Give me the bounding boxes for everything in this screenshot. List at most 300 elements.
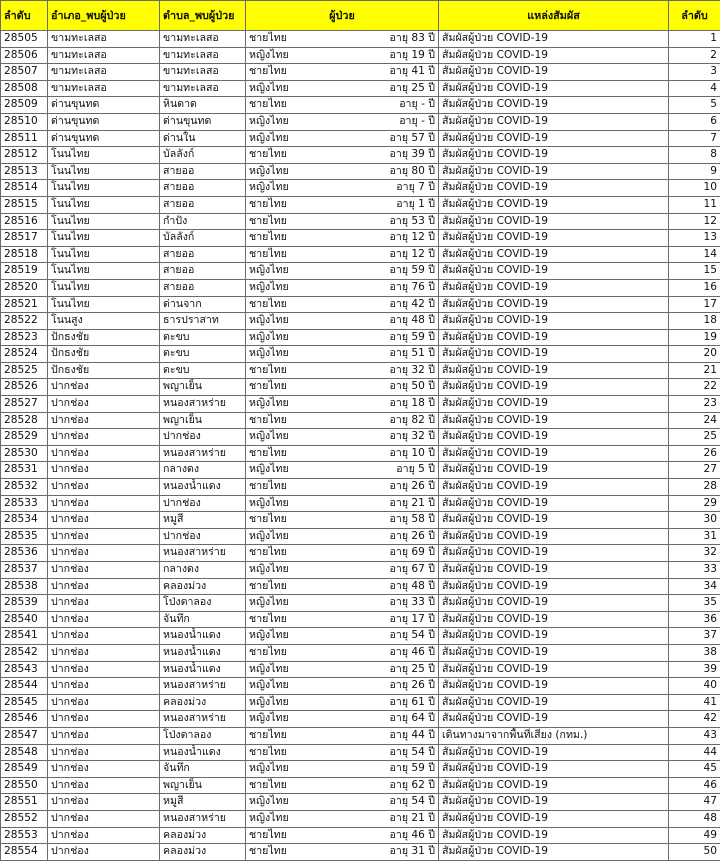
patient-sex: ชายไทย xyxy=(249,513,287,526)
cell-source: สัมผัสผู้ป่วย COVID-19 xyxy=(439,678,669,695)
patient-age: อายุ 61 ปี xyxy=(389,695,435,708)
cell-patient xyxy=(246,661,439,678)
patient-sex: หญิงไทย xyxy=(249,314,289,327)
cell-district: ด่านขุนทด xyxy=(48,113,160,130)
cell-patient xyxy=(246,180,439,197)
cell-subdistrict: หนองสาหร่าย xyxy=(160,445,246,462)
cell-district: ปากช่อง xyxy=(48,495,160,512)
cell-id: 28547 xyxy=(1,727,48,744)
patient-age: อายุ 1 ปี xyxy=(396,197,435,210)
cell-district: ปากช่อง xyxy=(48,844,160,861)
patient-age: อายุ 7 ปี xyxy=(396,181,435,194)
table-row xyxy=(1,80,720,97)
patient-age: อายุ 32 ปี xyxy=(389,363,435,376)
table-row xyxy=(1,694,720,711)
cell-subdistrict: ตะขบ xyxy=(160,362,246,379)
cell-district: ปากช่อง xyxy=(48,810,160,827)
patient-sex: หญิงไทย xyxy=(249,430,289,443)
cell-no: 24 xyxy=(669,412,720,429)
cell-no: 42 xyxy=(669,711,720,728)
table-row xyxy=(1,412,720,429)
cell-district: ปากช่อง xyxy=(48,644,160,661)
cell-id: 28543 xyxy=(1,661,48,678)
cell-patient xyxy=(246,196,439,213)
cell-source: สัมผัสผู้ป่วย COVID-19 xyxy=(439,64,669,81)
patient-sex: หญิงไทย xyxy=(249,181,289,194)
cell-source: สัมผัสผู้ป่วย COVID-19 xyxy=(439,230,669,247)
table-row xyxy=(1,628,720,645)
patient-sex: ชายไทย xyxy=(249,828,287,841)
cell-no: 31 xyxy=(669,528,720,545)
table-row xyxy=(1,495,720,512)
cell-source: สัมผัสผู้ป่วย COVID-19 xyxy=(439,147,669,164)
cell-district: ด่านขุนทด xyxy=(48,130,160,147)
patient-age: อายุ 41 ปี xyxy=(389,65,435,78)
cell-source: สัมผัสผู้ป่วย COVID-19 xyxy=(439,130,669,147)
cell-patient xyxy=(246,512,439,529)
table-row xyxy=(1,844,720,861)
cell-district: ปากช่อง xyxy=(48,727,160,744)
cell-no: 12 xyxy=(669,213,720,230)
cell-patient xyxy=(246,296,439,313)
table-row xyxy=(1,130,720,147)
cell-source: สัมผัสผู้ป่วย COVID-19 xyxy=(439,512,669,529)
cell-id: 28506 xyxy=(1,47,48,64)
cell-no: 30 xyxy=(669,512,720,529)
cell-source: สัมผัสผู้ป่วย COVID-19 xyxy=(439,396,669,413)
cell-patient xyxy=(246,628,439,645)
cell-patient xyxy=(246,844,439,861)
patient-age: อายุ 46 ปี xyxy=(389,645,435,658)
cell-district: ปากช่อง xyxy=(48,761,160,778)
patient-sex: ชายไทย xyxy=(249,380,287,393)
cell-no: 33 xyxy=(669,562,720,579)
table-row xyxy=(1,313,720,330)
patient-sex: หญิงไทย xyxy=(249,762,289,775)
table-row xyxy=(1,147,720,164)
cell-no: 19 xyxy=(669,329,720,346)
cell-id: 28554 xyxy=(1,844,48,861)
cell-source: สัมผัสผู้ป่วย COVID-19 xyxy=(439,113,669,130)
cell-source: สัมผัสผู้ป่วย COVID-19 xyxy=(439,180,669,197)
cell-source: สัมผัสผู้ป่วย COVID-19 xyxy=(439,379,669,396)
cell-district: ปากช่อง xyxy=(48,396,160,413)
cell-district: โนนสูง xyxy=(48,313,160,330)
cell-district: ปักธงชัย xyxy=(48,346,160,363)
patient-sex: ชายไทย xyxy=(249,612,287,625)
cell-patient xyxy=(246,578,439,595)
cell-no: 34 xyxy=(669,578,720,595)
cell-patient xyxy=(246,379,439,396)
patient-sex: ชายไทย xyxy=(249,231,287,244)
cell-id: 28510 xyxy=(1,113,48,130)
cell-no: 17 xyxy=(669,296,720,313)
cell-district: ปากช่อง xyxy=(48,628,160,645)
cell-patient xyxy=(246,263,439,280)
cell-patient xyxy=(246,246,439,263)
cell-id: 28507 xyxy=(1,64,48,81)
cell-id: 28520 xyxy=(1,279,48,296)
patient-age: อายุ 51 ปี xyxy=(389,347,435,360)
cell-subdistrict: หนองน้ำแดง xyxy=(160,744,246,761)
table-row xyxy=(1,611,720,628)
cell-subdistrict: หนองสาหร่าย xyxy=(160,810,246,827)
cell-patient xyxy=(246,130,439,147)
cell-id: 28514 xyxy=(1,180,48,197)
cell-district: ขามทะเลสอ xyxy=(48,64,160,81)
table-body xyxy=(1,31,720,861)
patient-age: อายุ 48 ปี xyxy=(389,314,435,327)
cell-source: สัมผัสผู้ป่วย COVID-19 xyxy=(439,844,669,861)
patient-age: อายุ 26 ปี xyxy=(389,529,435,542)
cell-district: ปากช่อง xyxy=(48,794,160,811)
cell-source: สัมผัสผู้ป่วย COVID-19 xyxy=(439,362,669,379)
cell-source: สัมผัสผู้ป่วย COVID-19 xyxy=(439,329,669,346)
cell-patient xyxy=(246,545,439,562)
patient-age: อายุ 17 ปี xyxy=(389,612,435,625)
patient-age: อายุ 39 ปี xyxy=(389,148,435,161)
patient-age: อายุ 21 ปี xyxy=(389,496,435,509)
cell-patient xyxy=(246,412,439,429)
patient-sex: หญิงไทย xyxy=(249,662,289,675)
cell-id: 28525 xyxy=(1,362,48,379)
table-row xyxy=(1,279,720,296)
cell-id: 28549 xyxy=(1,761,48,778)
cell-no: 37 xyxy=(669,628,720,645)
cell-id: 28512 xyxy=(1,147,48,164)
header-id: ลำดับ xyxy=(1,1,48,31)
cell-source: สัมผัสผู้ป่วย COVID-19 xyxy=(439,545,669,562)
patient-sex: หญิงไทย xyxy=(249,397,289,410)
cell-no: 18 xyxy=(669,313,720,330)
cell-district: ปากช่อง xyxy=(48,578,160,595)
cell-subdistrict: หนองน้ำแดง xyxy=(160,661,246,678)
cell-district: โนนไทย xyxy=(48,246,160,263)
cell-district: โนนไทย xyxy=(48,263,160,280)
cell-patient xyxy=(246,562,439,579)
cell-no: 11 xyxy=(669,196,720,213)
cell-id: 28530 xyxy=(1,445,48,462)
cell-no: 13 xyxy=(669,230,720,247)
table-row xyxy=(1,379,720,396)
patient-sex: หญิงไทย xyxy=(249,164,289,177)
cell-source: สัมผัสผู้ป่วย COVID-19 xyxy=(439,578,669,595)
cell-district: ขามทะเลสอ xyxy=(48,47,160,64)
cell-district: ปากช่อง xyxy=(48,512,160,529)
patient-sex: ชายไทย xyxy=(249,845,287,858)
cell-source: สัมผัสผู้ป่วย COVID-19 xyxy=(439,644,669,661)
table-row xyxy=(1,810,720,827)
patient-sex: ชายไทย xyxy=(249,247,287,260)
patient-age: อายุ 53 ปี xyxy=(389,214,435,227)
cell-subdistrict: หนองสาหร่าย xyxy=(160,396,246,413)
patient-sex: ชายไทย xyxy=(249,579,287,592)
patient-sex: ชายไทย xyxy=(249,65,287,78)
cell-id: 28546 xyxy=(1,711,48,728)
cell-id: 28551 xyxy=(1,794,48,811)
patient-age: อายุ 12 ปี xyxy=(389,247,435,260)
patient-sex: หญิงไทย xyxy=(249,795,289,808)
cell-source: สัมผัสผู้ป่วย COVID-19 xyxy=(439,462,669,479)
cell-subdistrict: บัลลังก์ xyxy=(160,230,246,247)
cell-no: 6 xyxy=(669,113,720,130)
cell-patient xyxy=(246,810,439,827)
cell-subdistrict: หนองสาหร่าย xyxy=(160,678,246,695)
cell-subdistrict: บัลลังก์ xyxy=(160,147,246,164)
table-row xyxy=(1,64,720,81)
patient-age: อายุ 25 ปี xyxy=(389,81,435,94)
cell-id: 28531 xyxy=(1,462,48,479)
table-row xyxy=(1,744,720,761)
cell-id: 28526 xyxy=(1,379,48,396)
cell-no: 1 xyxy=(669,31,720,48)
cell-subdistrict: หินดาด xyxy=(160,97,246,114)
cell-source: สัมผัสผู้ป่วย COVID-19 xyxy=(439,313,669,330)
cell-no: 22 xyxy=(669,379,720,396)
patient-sex: ชายไทย xyxy=(249,32,287,44)
cell-id: 28533 xyxy=(1,495,48,512)
patient-age: อายุ 59 ปี xyxy=(389,330,435,343)
patient-age: อายุ 33 ปี xyxy=(389,596,435,609)
patient-sex: ชายไทย xyxy=(249,645,287,658)
cell-no: 26 xyxy=(669,445,720,462)
patient-age: อายุ 31 ปี xyxy=(389,845,435,858)
table-row xyxy=(1,727,720,744)
table-row xyxy=(1,528,720,545)
cell-patient xyxy=(246,595,439,612)
table-row xyxy=(1,462,720,479)
table-row xyxy=(1,180,720,197)
cell-no: 21 xyxy=(669,362,720,379)
table-row xyxy=(1,661,720,678)
cell-no: 20 xyxy=(669,346,720,363)
cell-district: ด่านขุนทด xyxy=(48,97,160,114)
cell-patient xyxy=(246,727,439,744)
patient-age: อายุ 67 ปี xyxy=(389,563,435,575)
cell-subdistrict: คลองม่วง xyxy=(160,827,246,844)
cell-id: 28511 xyxy=(1,130,48,147)
cell-district: โนนไทย xyxy=(48,296,160,313)
table-row xyxy=(1,346,720,363)
cell-source: สัมผัสผู้ป่วย COVID-19 xyxy=(439,80,669,97)
cell-subdistrict: พญาเย็น xyxy=(160,777,246,794)
patient-sex: หญิงไทย xyxy=(249,496,289,509)
cell-no: 25 xyxy=(669,429,720,446)
cell-source: สัมผัสผู้ป่วย COVID-19 xyxy=(439,263,669,280)
patient-age: อายุ 26 ปี xyxy=(389,679,435,692)
table-row xyxy=(1,97,720,114)
cell-patient xyxy=(246,279,439,296)
cell-id: 28537 xyxy=(1,562,48,579)
cell-district: โนนไทย xyxy=(48,180,160,197)
cell-no: 10 xyxy=(669,180,720,197)
cell-patient xyxy=(246,794,439,811)
header-source: แหล่งสัมผัส xyxy=(439,1,669,31)
cell-source: สัมผัสผู้ป่วย COVID-19 xyxy=(439,246,669,263)
patient-sex: ชายไทย xyxy=(249,745,287,758)
cell-subdistrict: สายออ xyxy=(160,246,246,263)
table-row xyxy=(1,445,720,462)
patient-age: อายุ 57 ปี xyxy=(389,131,435,144)
cell-district: ปากช่อง xyxy=(48,711,160,728)
patient-sex: หญิงไทย xyxy=(249,264,289,277)
cell-patient xyxy=(246,329,439,346)
cell-district: ปากช่อง xyxy=(48,528,160,545)
cell-subdistrict: กำปัง xyxy=(160,213,246,230)
patient-age: อายุ 26 ปี xyxy=(389,480,435,493)
table-row xyxy=(1,512,720,529)
cell-district: ปากช่อง xyxy=(48,744,160,761)
cell-id: 28541 xyxy=(1,628,48,645)
cell-subdistrict: ตะขบ xyxy=(160,346,246,363)
cell-district: ปากช่อง xyxy=(48,445,160,462)
cell-id: 28528 xyxy=(1,412,48,429)
cell-district: โนนไทย xyxy=(48,279,160,296)
cell-no: 2 xyxy=(669,47,720,64)
cell-source: สัมผัสผู้ป่วย COVID-19 xyxy=(439,628,669,645)
cell-no: 47 xyxy=(669,794,720,811)
cell-district: ปักธงชัย xyxy=(48,362,160,379)
cell-subdistrict: สายออ xyxy=(160,163,246,180)
cell-subdistrict: ปากช่อง xyxy=(160,495,246,512)
cell-id: 28516 xyxy=(1,213,48,230)
patient-sex: หญิงไทย xyxy=(249,48,289,61)
cell-no: 5 xyxy=(669,97,720,114)
cell-subdistrict: คลองม่วง xyxy=(160,578,246,595)
cell-no: 36 xyxy=(669,611,720,628)
cell-source: สัมผัสผู้ป่วย COVID-19 xyxy=(439,31,669,48)
cell-district: ขามทะเลสอ xyxy=(48,31,160,48)
cell-subdistrict: โป่งตาลอง xyxy=(160,595,246,612)
cell-source: สัมผัสผู้ป่วย COVID-19 xyxy=(439,412,669,429)
cell-subdistrict: ตะขบ xyxy=(160,329,246,346)
cell-id: 28515 xyxy=(1,196,48,213)
cell-id: 28522 xyxy=(1,313,48,330)
patient-age: อายุ 80 ปี xyxy=(389,164,435,177)
cell-district: โนนไทย xyxy=(48,147,160,164)
patient-age: อายุ 44 ปี xyxy=(389,728,435,741)
patient-sex: ชายไทย xyxy=(249,778,287,791)
cell-subdistrict: หนองสาหร่าย xyxy=(160,711,246,728)
cell-district: ปากช่อง xyxy=(48,777,160,794)
cell-district: ปากช่อง xyxy=(48,545,160,562)
cell-subdistrict: ขามทะเลสอ xyxy=(160,80,246,97)
cell-id: 28527 xyxy=(1,396,48,413)
cell-patient xyxy=(246,396,439,413)
cell-id: 28539 xyxy=(1,595,48,612)
cell-id: 28529 xyxy=(1,429,48,446)
cell-no: 44 xyxy=(669,744,720,761)
table-row xyxy=(1,644,720,661)
cell-subdistrict: ขามทะเลสอ xyxy=(160,64,246,81)
cell-source: สัมผัสผู้ป่วย COVID-19 xyxy=(439,429,669,446)
cell-id: 28523 xyxy=(1,329,48,346)
header-district: อำเภอ_พบผู้ป่วย xyxy=(48,1,160,31)
cell-source: สัมผัสผู้ป่วย COVID-19 xyxy=(439,279,669,296)
cell-source: สัมผัสผู้ป่วย COVID-19 xyxy=(439,47,669,64)
cell-no: 29 xyxy=(669,495,720,512)
cell-source: สัมผัสผู้ป่วย COVID-19 xyxy=(439,694,669,711)
patient-age: อายุ 19 ปี xyxy=(389,48,435,61)
cell-patient xyxy=(246,113,439,130)
cell-id: 28524 xyxy=(1,346,48,363)
patient-sex: ชายไทย xyxy=(249,148,287,161)
cell-id: 28519 xyxy=(1,263,48,280)
cell-subdistrict: จันทึก xyxy=(160,761,246,778)
cell-id: 28521 xyxy=(1,296,48,313)
cell-patient xyxy=(246,694,439,711)
patient-sex: หญิงไทย xyxy=(249,347,289,360)
cell-no: 40 xyxy=(669,678,720,695)
cell-no: 23 xyxy=(669,396,720,413)
cell-patient xyxy=(246,47,439,64)
patient-sex: หญิงไทย xyxy=(249,330,289,343)
table-row xyxy=(1,562,720,579)
cell-patient xyxy=(246,230,439,247)
cell-source: สัมผัสผู้ป่วย COVID-19 xyxy=(439,213,669,230)
cell-id: 28540 xyxy=(1,611,48,628)
header-subdistrict: ตำบล_พบผู้ป่วย xyxy=(160,1,246,31)
cell-id: 28518 xyxy=(1,246,48,263)
table-row xyxy=(1,263,720,280)
cell-id: 28508 xyxy=(1,80,48,97)
cell-subdistrict: หนองน้ำแดง xyxy=(160,479,246,496)
cell-source: สัมผัสผู้ป่วย COVID-19 xyxy=(439,611,669,628)
cell-patient xyxy=(246,678,439,695)
cell-id: 28532 xyxy=(1,479,48,496)
patient-age: อายุ 12 ปี xyxy=(389,231,435,244)
table-row xyxy=(1,711,720,728)
cell-no: 28 xyxy=(669,479,720,496)
patient-age: อายุ 58 ปี xyxy=(389,513,435,526)
cell-district: ปากช่อง xyxy=(48,694,160,711)
cell-no: 27 xyxy=(669,462,720,479)
cell-patient xyxy=(246,147,439,164)
cell-source: สัมผัสผู้ป่วย COVID-19 xyxy=(439,711,669,728)
patient-sex: หญิงไทย xyxy=(249,81,289,94)
patient-sex: ชายไทย xyxy=(249,197,287,210)
table-row xyxy=(1,213,720,230)
cell-id: 28536 xyxy=(1,545,48,562)
cell-subdistrict: คลองม่วง xyxy=(160,844,246,861)
patient-age: อายุ - ปี xyxy=(399,114,435,127)
table-row xyxy=(1,794,720,811)
cell-subdistrict: กลางดง xyxy=(160,562,246,579)
cell-id: 28534 xyxy=(1,512,48,529)
cell-subdistrict: สายออ xyxy=(160,263,246,280)
header-row xyxy=(1,1,720,31)
cell-district: ปากช่อง xyxy=(48,678,160,695)
cell-subdistrict: หนองน้ำแดง xyxy=(160,628,246,645)
cell-no: 46 xyxy=(669,777,720,794)
patient-sex: หญิงไทย xyxy=(249,679,289,692)
cell-patient xyxy=(246,445,439,462)
cell-source: สัมผัสผู้ป่วย COVID-19 xyxy=(439,528,669,545)
patient-age: อายุ 62 ปี xyxy=(389,778,435,791)
cell-subdistrict: สายออ xyxy=(160,279,246,296)
table-row xyxy=(1,479,720,496)
cell-no: 4 xyxy=(669,80,720,97)
table-row xyxy=(1,578,720,595)
patient-age: อายุ 18 ปี xyxy=(389,397,435,410)
cell-no: 7 xyxy=(669,130,720,147)
cell-no: 43 xyxy=(669,727,720,744)
patient-age: อายุ 46 ปี xyxy=(389,828,435,841)
cell-subdistrict: หนองน้ำแดง xyxy=(160,644,246,661)
cell-no: 41 xyxy=(669,694,720,711)
cell-no: 39 xyxy=(669,661,720,678)
patient-sex: ชายไทย xyxy=(249,480,287,493)
